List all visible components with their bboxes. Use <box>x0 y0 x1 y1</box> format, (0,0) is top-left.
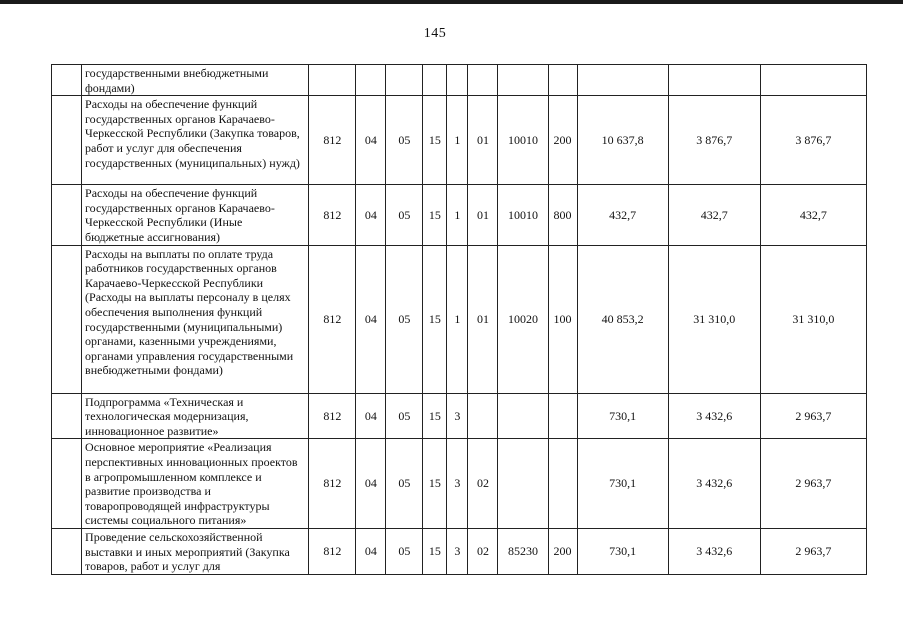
table-row <box>52 528 867 574</box>
budget-table <box>51 64 867 575</box>
program-cell: 15 <box>423 393 447 439</box>
direction-cell: 10010 <box>498 96 548 185</box>
expense-name-cell: Расходы на обеспечение функций государственных органов Карачаево-Черкесской Республики (Иные бюджетные ассигнования) <box>82 185 309 245</box>
expense-name-cell: Проведение сельскохозяйственной выставки и иных мероприятий (Закупка товаров, работ и услуг для <box>82 528 309 574</box>
dept-code-cell <box>309 65 356 96</box>
section-cell: 04 <box>356 96 386 185</box>
row-number-cell <box>52 245 82 393</box>
dept-code-cell: 812 <box>309 439 356 529</box>
expense-type-cell: 200 <box>548 528 577 574</box>
table-body <box>52 65 867 575</box>
sum-year2-cell: 432,7 <box>668 185 760 245</box>
subsection-cell: 05 <box>386 439 423 529</box>
sum-year2-cell: 3 876,7 <box>668 96 760 185</box>
sum-year3-cell: 2 963,7 <box>760 439 866 529</box>
program-cell <box>423 65 447 96</box>
expense-name-cell: Расходы на выплаты по оплате труда работников государственных органов Карачаево-Черкесской Республики (Расходы на выплаты персоналу в целях обеспечения выполнения функций государственными (муниципальными) органами, казенными учреждениями, органами управления государственными внебюджетными фондами) <box>82 245 309 393</box>
subsection-cell: 05 <box>386 528 423 574</box>
expense-name-cell: Расходы на обеспечение функций государственных органов Карачаево-Черкесской Республики (Закупка товаров, работ и услуг для обеспечения государственных (муниципальных) нужд) <box>82 96 309 185</box>
dept-code-cell: 812 <box>309 245 356 393</box>
expense-name-cell: государственными внебюджетными фондами) <box>82 65 309 96</box>
table-row <box>52 439 867 529</box>
dept-code-cell: 812 <box>309 528 356 574</box>
section-cell: 04 <box>356 245 386 393</box>
subprogram-cell: 3 <box>447 393 468 439</box>
row-number-cell <box>52 439 82 529</box>
sum-year3-cell: 2 963,7 <box>760 393 866 439</box>
sum-year1-cell: 432,7 <box>577 185 668 245</box>
subprogram-cell: 1 <box>447 96 468 185</box>
program-cell: 15 <box>423 96 447 185</box>
page-top-edge <box>0 0 903 4</box>
expense-name-cell: Основное мероприятие «Реализация перспективных инновационных проектов в агропромышленном комплексе и развитие производства и товаропроводящей инфраструктуры системы социального питания» <box>82 439 309 529</box>
sum-year3-cell: 2 963,7 <box>760 528 866 574</box>
section-cell: 04 <box>356 439 386 529</box>
activity-cell: 02 <box>468 439 498 529</box>
program-cell: 15 <box>423 528 447 574</box>
sum-year1-cell: 730,1 <box>577 393 668 439</box>
row-number-cell <box>52 96 82 185</box>
section-cell <box>356 65 386 96</box>
expense-type-cell: 100 <box>548 245 577 393</box>
direction-cell <box>498 393 548 439</box>
direction-cell: 10020 <box>498 245 548 393</box>
direction-cell: 85230 <box>498 528 548 574</box>
expense-name-cell: Подпрограмма «Техническая и технологическая модернизация, инновационное развитие» <box>82 393 309 439</box>
subprogram-cell: 1 <box>447 245 468 393</box>
subsection-cell: 05 <box>386 245 423 393</box>
sum-year2-cell <box>668 65 760 96</box>
subsection-cell <box>386 65 423 96</box>
expense-type-cell <box>548 393 577 439</box>
program-cell: 15 <box>423 439 447 529</box>
direction-cell <box>498 65 548 96</box>
activity-cell <box>468 65 498 96</box>
subsection-cell: 05 <box>386 393 423 439</box>
table-row <box>52 185 867 245</box>
section-cell: 04 <box>356 185 386 245</box>
dept-code-cell: 812 <box>309 185 356 245</box>
sum-year1-cell: 40 853,2 <box>577 245 668 393</box>
expense-type-cell <box>548 65 577 96</box>
sum-year2-cell: 31 310,0 <box>668 245 760 393</box>
expense-type-cell: 800 <box>548 185 577 245</box>
direction-cell: 10010 <box>498 185 548 245</box>
table-row <box>52 65 867 96</box>
program-cell: 15 <box>423 185 447 245</box>
sum-year2-cell: 3 432,6 <box>668 439 760 529</box>
subprogram-cell <box>447 65 468 96</box>
expense-type-cell <box>548 439 577 529</box>
dept-code-cell: 812 <box>309 393 356 439</box>
table-row <box>52 96 867 185</box>
sum-year2-cell: 3 432,6 <box>668 393 760 439</box>
row-number-cell <box>52 185 82 245</box>
section-cell: 04 <box>356 393 386 439</box>
expense-type-cell: 200 <box>548 96 577 185</box>
sum-year1-cell: 730,1 <box>577 439 668 529</box>
sum-year1-cell <box>577 65 668 96</box>
sum-year3-cell: 3 876,7 <box>760 96 866 185</box>
sum-year3-cell: 31 310,0 <box>760 245 866 393</box>
activity-cell: 02 <box>468 528 498 574</box>
row-number-cell <box>52 65 82 96</box>
subprogram-cell: 1 <box>447 185 468 245</box>
sum-year3-cell <box>760 65 866 96</box>
dept-code-cell: 812 <box>309 96 356 185</box>
subsection-cell: 05 <box>386 185 423 245</box>
sum-year1-cell: 10 637,8 <box>577 96 668 185</box>
table-row <box>52 393 867 439</box>
subsection-cell: 05 <box>386 96 423 185</box>
row-number-cell <box>52 528 82 574</box>
table-row <box>52 245 867 393</box>
activity-cell: 01 <box>468 185 498 245</box>
sum-year3-cell: 432,7 <box>760 185 866 245</box>
subprogram-cell: 3 <box>447 528 468 574</box>
activity-cell <box>468 393 498 439</box>
sum-year2-cell: 3 432,6 <box>668 528 760 574</box>
activity-cell: 01 <box>468 96 498 185</box>
section-cell: 04 <box>356 528 386 574</box>
direction-cell <box>498 439 548 529</box>
sum-year1-cell: 730,1 <box>577 528 668 574</box>
row-number-cell <box>52 393 82 439</box>
subprogram-cell: 3 <box>447 439 468 529</box>
page-number: 145 <box>423 26 447 41</box>
activity-cell: 01 <box>468 245 498 393</box>
program-cell: 15 <box>423 245 447 393</box>
